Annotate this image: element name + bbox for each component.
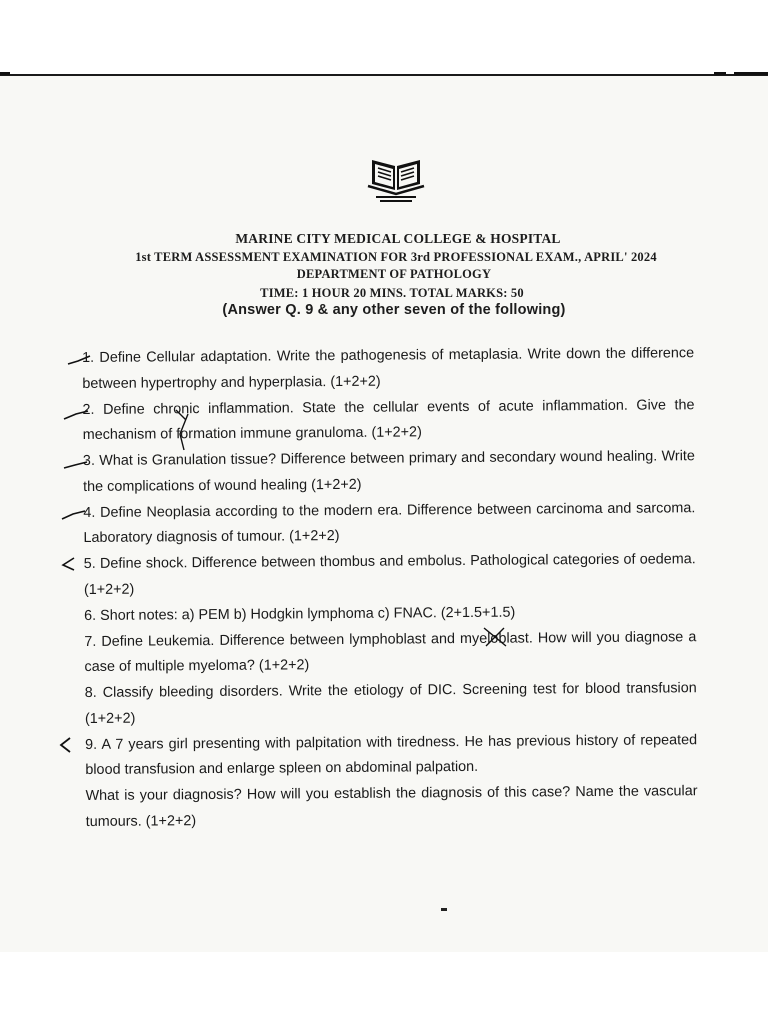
- pen-tick-mark: [58, 736, 88, 754]
- question-9: [85, 728, 697, 784]
- question-8: [85, 676, 697, 732]
- pen-scribble-mark: [168, 406, 198, 456]
- exam-title: 1st TERM ASSESSMENT EXAMINATION FOR 3rd PROFESSIONAL EXAM., APRIL' 2024: [135, 250, 657, 264]
- question-1: [82, 341, 694, 397]
- question-text: Define Leukemia. Difference between lymphoblast and myeloblast. How will you diagnose a case of multiple myeloma? (1+2+2): [84, 628, 697, 675]
- question-number: 8.: [84, 684, 97, 701]
- college-name: MARINE CITY MEDICAL COLLEGE & HOSPITAL: [235, 231, 561, 246]
- pen-tick-mark: [62, 456, 92, 474]
- question-number: 7.: [84, 633, 97, 650]
- scan-edge-mark: [0, 72, 10, 75]
- scan-edge-mark: [714, 72, 726, 75]
- question-number: 3.: [82, 452, 95, 469]
- pen-scribble-mark: [480, 624, 510, 650]
- question-number: 9.: [85, 736, 98, 753]
- question-number: 4.: [83, 504, 96, 521]
- question-text: A 7 years girl presenting with palpitation with tiredness. He has previous history of repeated blood transfusion and enlarge spleen on abdominal palpation.: [85, 731, 698, 778]
- question-number: 1.: [82, 349, 95, 366]
- question-number: 2.: [82, 401, 95, 418]
- question-number: 5.: [83, 555, 96, 572]
- open-book-logo-icon: [362, 156, 430, 204]
- stray-mark: [441, 908, 447, 911]
- question-4: [83, 496, 695, 552]
- department-name: DEPARTMENT OF PATHOLOGY: [296, 267, 492, 281]
- question-text: Define chronic inflammation. State the cellular events of acute inflammation. Give the mechanism of formation immune granuloma. (1+2+2): [82, 396, 695, 443]
- scan-edge-mark: [734, 72, 768, 75]
- answer-instruction: (Answer Q. 9 & any other seven of the following): [222, 302, 566, 318]
- question-text: What is Granulation tissue? Difference between primary and secondary wound healing. Write the complications of wound healing (1+2+2): [83, 448, 695, 495]
- question-7: [84, 625, 696, 681]
- question-text: What is your diagnosis? How will you establish the diagnosis of this case? Name the vascular tumours. (1+2+2): [85, 783, 698, 830]
- pen-tick-mark: [62, 406, 92, 424]
- question-text: Define shock. Difference between thombus and embolus. Pathological categories of oedema. (1+2+2): [83, 551, 696, 598]
- question-9-continued: [85, 779, 697, 835]
- question-5: [84, 547, 696, 603]
- pen-tick-mark: [60, 556, 90, 574]
- question-text: Define Neoplasia according to the modern era. Difference between carcinoma and sarcoma. Laboratory diagnosis of tumour. (1+2+2): [83, 499, 696, 546]
- time-and-marks: TIME: 1 HOUR 20 MINS. TOTAL MARKS: 50: [260, 286, 524, 300]
- question-text: Classify bleeding disorders. Write the etiology of DIC. Screening test for blood transfusion (1+2+2): [84, 680, 697, 727]
- pen-tick-mark: [66, 349, 96, 370]
- pen-tick-mark: [60, 506, 90, 524]
- question-text: Short notes: a) PEM b) Hodgkin lymphoma c) FNAC. (2+1.5+1.5): [100, 604, 516, 624]
- question-number: 6.: [84, 607, 97, 624]
- question-text: Define Cellular adaptation. Write the pathogenesis of metaplasia. Write down the difference between hypertrophy and hyperplasia. (1+2+2): [82, 345, 695, 392]
